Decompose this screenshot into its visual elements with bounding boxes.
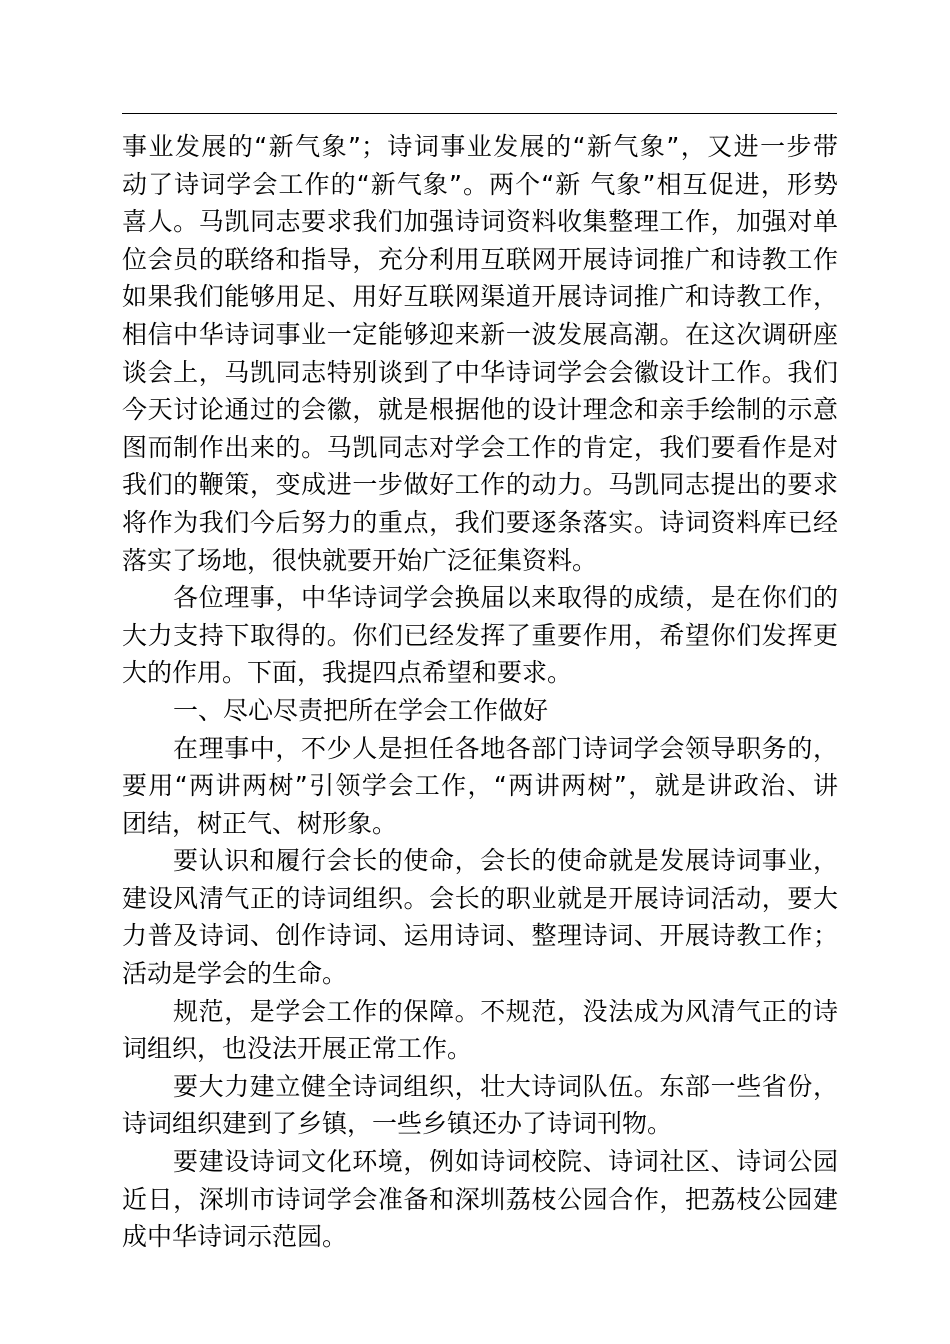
text-line: 诗词组织建到了乡镇，一些乡镇还办了诗词刊物。 [122, 1109, 673, 1139]
text-line: 图而制作出来的。马凯同志对学会工作的肯定，我们要看作是对 [122, 432, 838, 462]
text-line: 如果我们能够用足、用好互联网渠道开展诗词推广和诗教工作， [122, 282, 838, 312]
text-line: 大的作用。下面，我提四点希望和要求。 [122, 658, 573, 688]
text-line: 活动是学会的生命。 [122, 959, 348, 989]
text-line: 一、尽心尽责把所在学会工作做好 [173, 695, 549, 725]
text-line: 事业发展的“新气象”；诗词事业发展的“新气象”，又进一步带 [122, 132, 838, 161]
text-line: 规范，是学会工作的保障。不规范，没法成为风清气正的诗 [173, 996, 838, 1026]
text-line: 要用“两讲两树”引领学会工作，“两讲两树”，就是讲政治、讲 [122, 771, 838, 801]
text-line: 团结，树正气、树形象。 [122, 808, 398, 838]
text-line: 我们的鞭策，变成进一步做好工作的动力。马凯同志提出的要求 [122, 470, 838, 500]
text-line: 大力支持下取得的。你们已经发挥了重要作用，希望你们发挥更 [122, 620, 838, 650]
text-line: 落实了场地，很快就要开始广泛征集资料。 [122, 545, 598, 575]
text-line: 要认识和履行会长的使命，会长的使命就是发展诗词事业， [173, 846, 838, 876]
text-line: 力普及诗词、创作诗词、运用诗词、整理诗词、开展诗教工作； [122, 921, 838, 951]
text-line: 喜人。马凯同志要求我们加强诗词资料收集整理工作，加强对单 [122, 207, 838, 237]
text-line: 今天讨论通过的会徽，就是根据他的设计理念和亲手绘制的示意 [122, 395, 838, 425]
text-line: 将作为我们今后努力的重点，我们要逐条落实。诗词资料库已经 [122, 507, 838, 537]
text-line: 要建设诗词文化环境，例如诗词校院、诗词社区、诗词公园 [173, 1147, 838, 1177]
text-line: 谈会上，马凯同志特别谈到了中华诗词学会会徽设计工作。我们 [122, 357, 838, 387]
text-line: 近日，深圳市诗词学会准备和深圳荔枝公园合作，把荔枝公园建 [122, 1184, 838, 1214]
header-rule [122, 113, 837, 114]
text-line: 位会员的联络和指导，充分利用互联网开展诗词推广和诗教工作 [122, 244, 838, 274]
text-line: 要大力建立健全诗词组织，壮大诗词队伍。东部一些省份， [173, 1071, 838, 1101]
document-body [122, 128, 838, 1256]
text-line: 词组织，也没法开展正常工作。 [122, 1034, 473, 1064]
text-line: 相信中华诗词事业一定能够迎来新一波发展高潮。在这次调研座 [122, 319, 838, 349]
text-line: 各位理事，中华诗词学会换届以来取得的成绩，是在你们的 [173, 583, 838, 613]
text-line: 动了诗词学会工作的“新气象”。两个“新 气象”相互促进，形势 [122, 169, 838, 199]
text-line: 在理事中，不少人是担任各地各部门诗词学会领导职务的， [173, 733, 838, 763]
text-line: 成中华诗词示范园。 [122, 1222, 348, 1252]
text-line: 建设风清气正的诗词组织。会长的职业就是开展诗词活动，要大 [122, 883, 838, 913]
